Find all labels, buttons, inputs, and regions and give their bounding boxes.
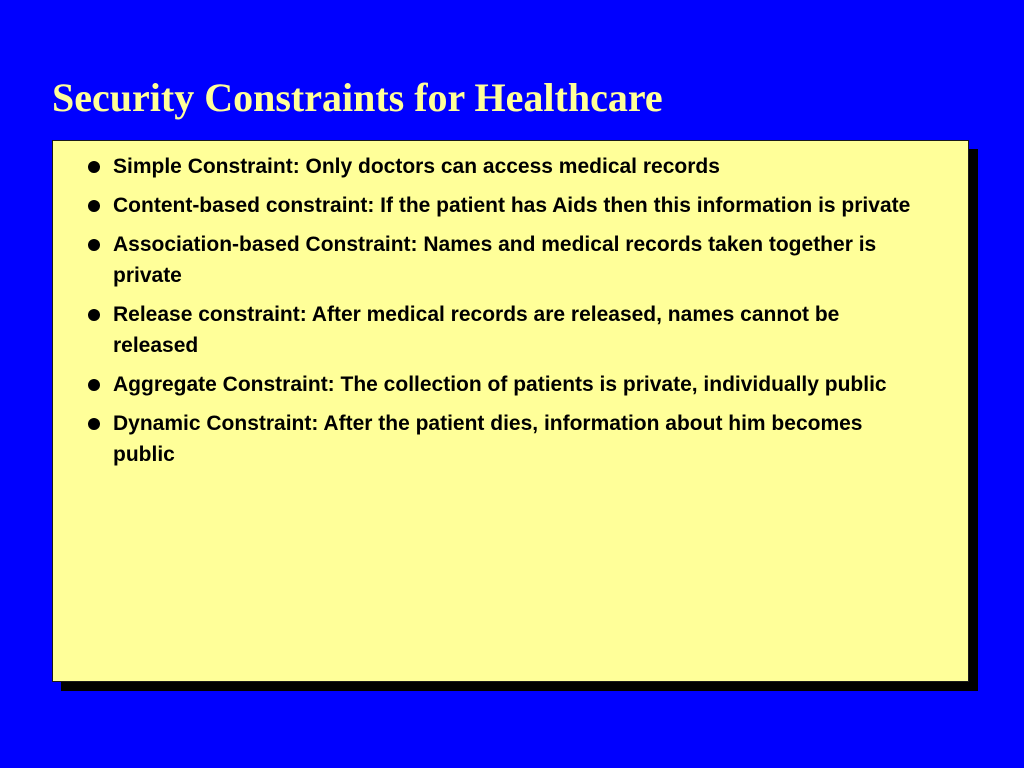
bullet-text: Content-based constraint: If the patient has Aids then this information is private (113, 194, 911, 217)
content-panel (52, 140, 969, 682)
bullet-dot-icon (88, 418, 100, 430)
bullet-dot-icon (88, 200, 100, 212)
bullet-dot-icon (88, 239, 100, 251)
bullet-item-content-based-constraint (53, 190, 913, 221)
bullet-list (53, 151, 913, 478)
bullet-text: Release constraint: After medical records are released, names cannot be released (113, 303, 840, 357)
bullet-dot-icon (88, 309, 100, 321)
bullet-dot-icon (88, 161, 100, 173)
bullet-text: Simple Constraint: Only doctors can access medical records (113, 155, 720, 178)
bullet-item-simple-constraint (53, 151, 913, 182)
bullet-text: Aggregate Constraint: The collection of patients is private, individually public (113, 373, 887, 396)
bullet-text: Association-based Constraint: Names and medical records taken together is private (113, 233, 877, 287)
bullet-item-release-constraint (53, 299, 913, 361)
slide-title: Security Constraints for Healthcare (52, 75, 663, 120)
bullet-dot-icon (88, 379, 100, 391)
bullet-item-aggregate-constraint (53, 369, 913, 400)
bullet-item-dynamic-constraint (53, 408, 913, 470)
bullet-text: Dynamic Constraint: After the patient dies, information about him becomes public (113, 412, 863, 466)
bullet-item-association-based-constraint (53, 229, 913, 291)
